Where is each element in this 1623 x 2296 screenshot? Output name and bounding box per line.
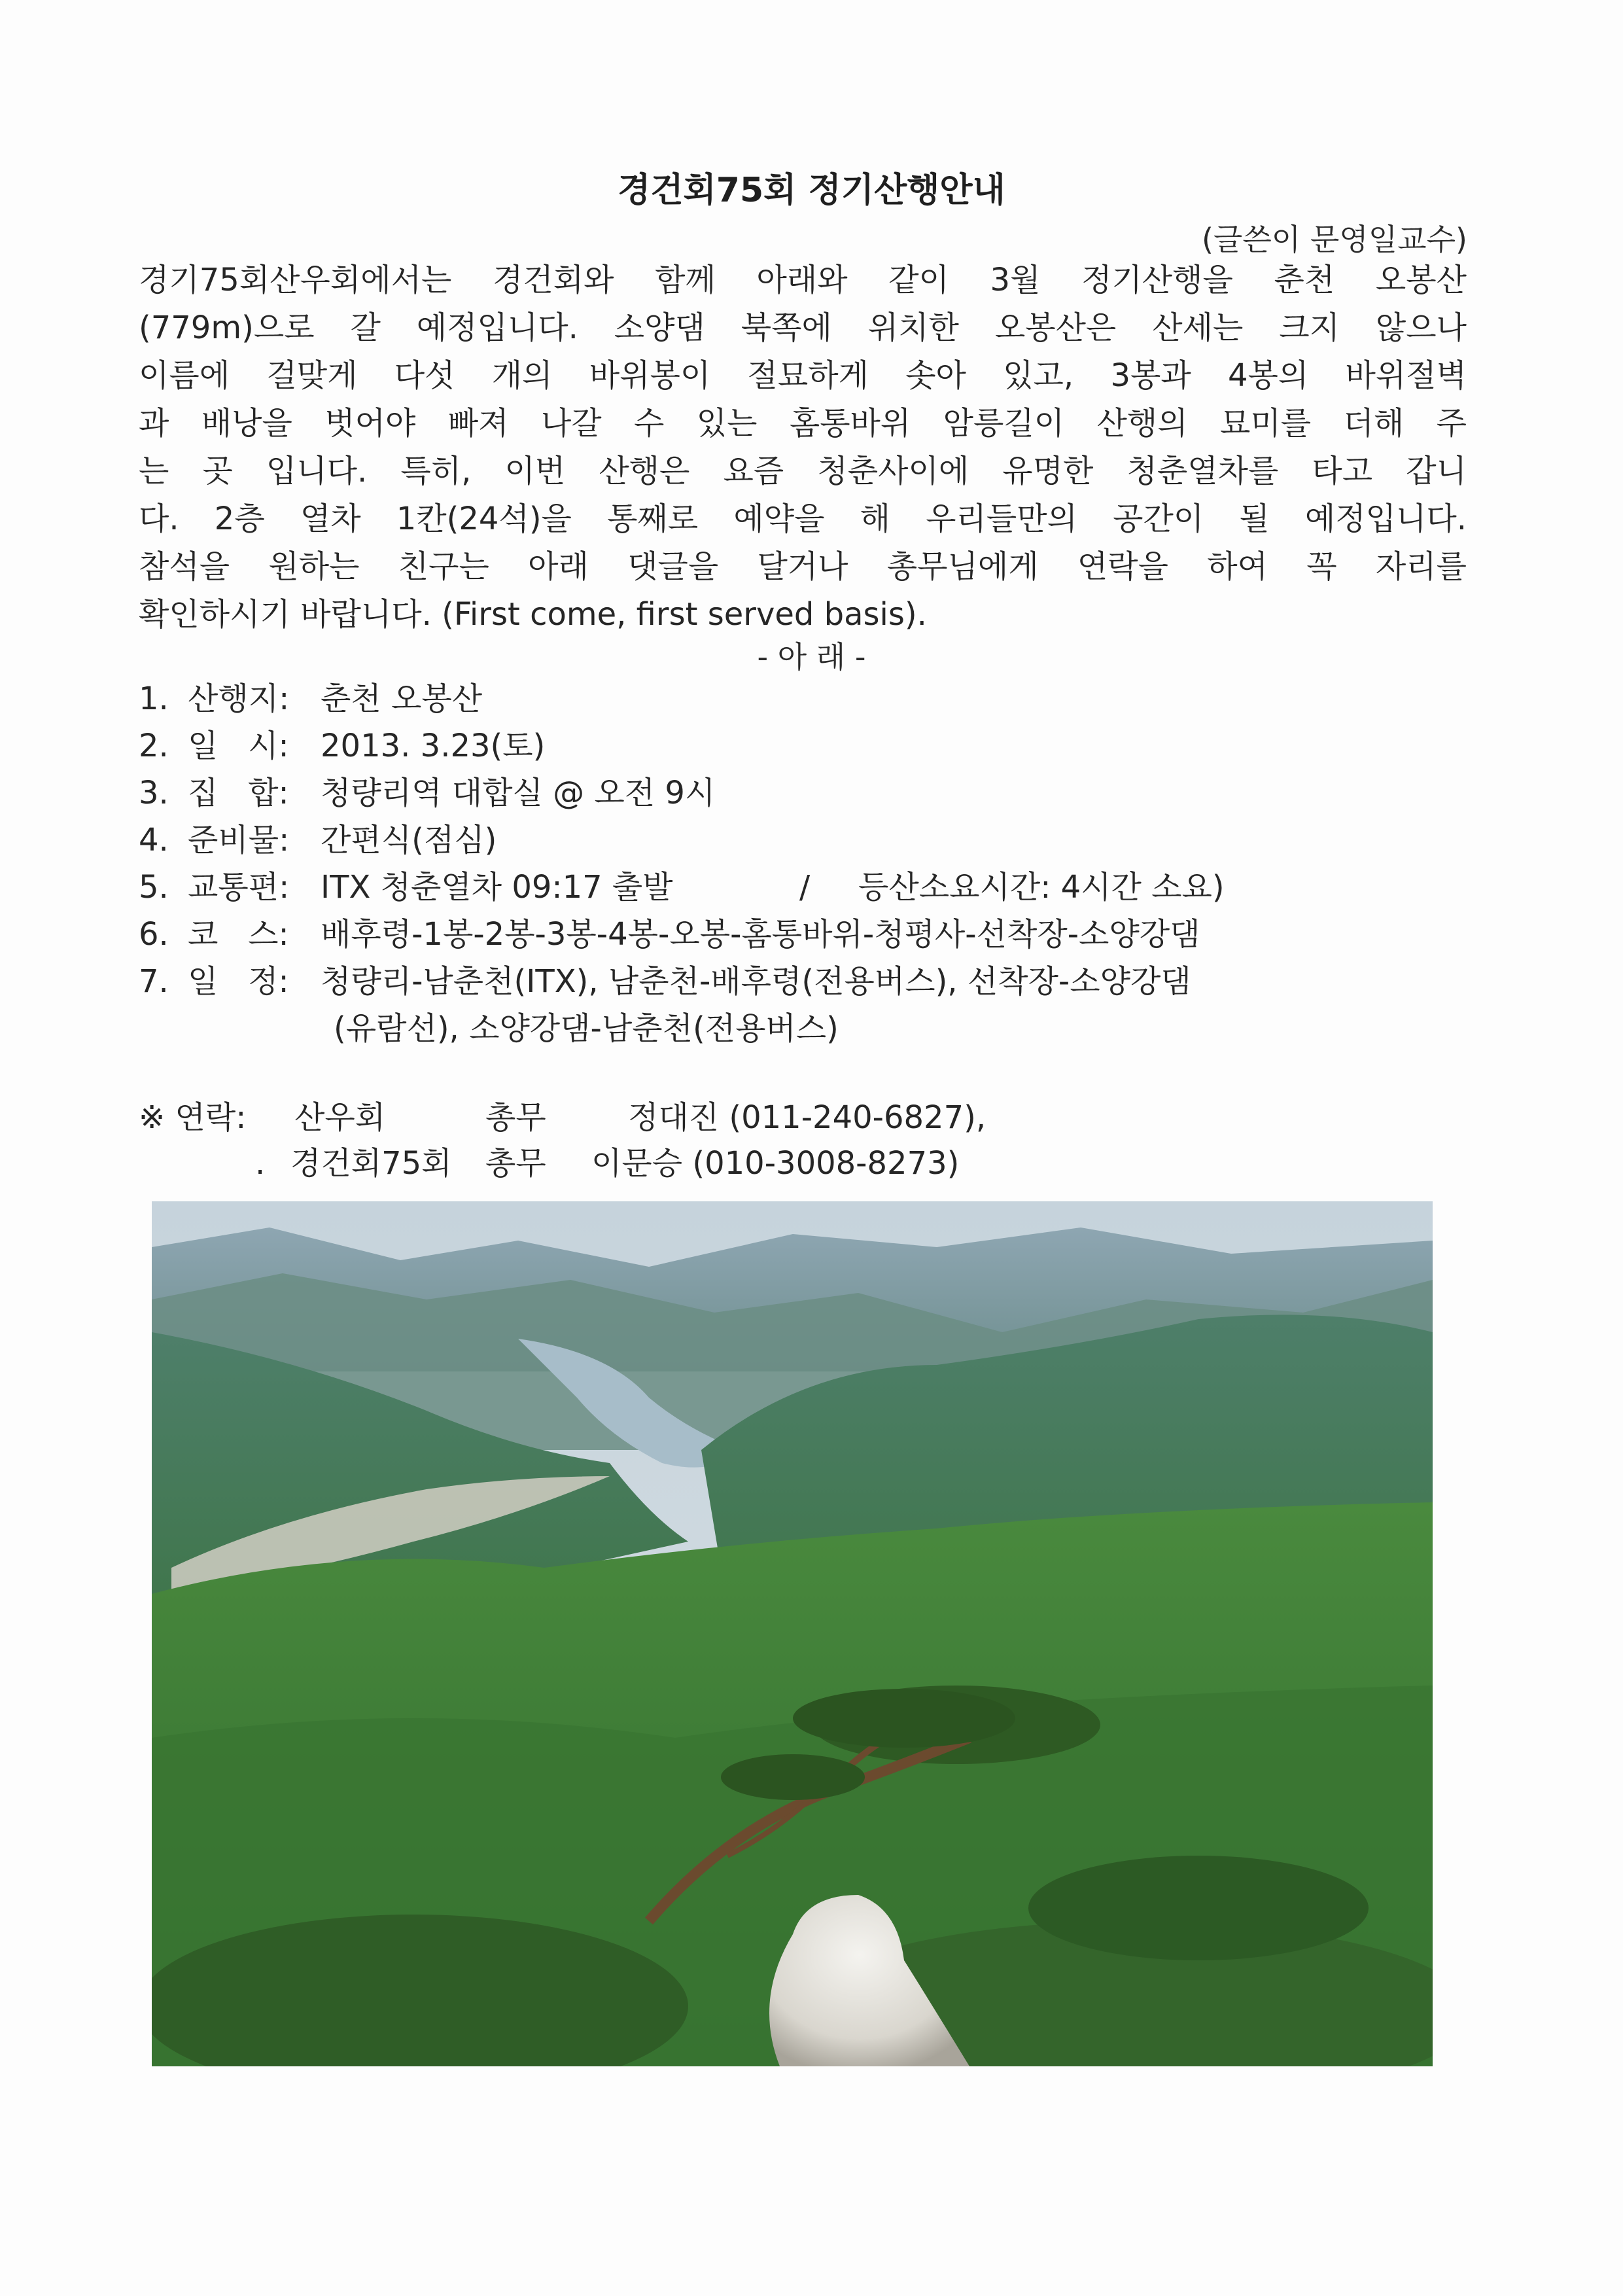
mountain-landscape-image <box>152 1201 1433 2066</box>
item-extra: 등산소요시간: 4시간 소요) <box>858 869 1225 906</box>
author-note: (글쓴이 문영일교수) <box>1201 222 1467 257</box>
intro-line: 확인하시기 바랍니다. (First come, first served basis). <box>139 596 927 633</box>
intro-line: 과 배낭을 벗어야 빠져 나갈 수 있는 홈통바위 암릉길이 산행의 묘미를 더해 주 <box>139 405 1467 442</box>
contact-mark: ※ 연락: <box>139 1099 247 1136</box>
item-label: 일 시: <box>188 728 289 764</box>
intro-line: 이름에 걸맞게 다섯 개의 바위봉이 절묘하게 솟아 있고, 3봉과 4봉의 바위절벽 <box>139 357 1467 394</box>
item-number: 5. <box>139 869 169 906</box>
item-number: 1. <box>139 680 169 717</box>
item-label: 집 합: <box>188 775 289 811</box>
contact-group: 산우회 <box>294 1099 386 1136</box>
contact-person: 정대진 (011-240-6827), <box>628 1099 986 1136</box>
item-label: 준비물: <box>188 822 290 858</box>
item-label: 교통편: <box>188 869 290 906</box>
item-number: 4. <box>139 822 169 858</box>
item-value: 간편식(점심) <box>321 822 497 858</box>
contact-line-2 <box>139 1140 1467 1187</box>
item-value: 청량리역 대합실 @ 오전 9시 <box>321 775 716 811</box>
intro-line: 경기75회산우회에서는 경건회와 함께 아래와 같이 3월 정기산행을 춘천 오봉산 <box>139 262 1467 298</box>
item-value: 청량리-남춘천(ITX), 남춘천-배후령(전용버스), 선착장-소양강댐 <box>321 963 1191 1000</box>
contact-prefix: . <box>255 1145 266 1182</box>
section-heading: - 아 래 - <box>757 639 866 675</box>
item-separator: / <box>799 869 811 906</box>
contact-role: 총무 <box>485 1099 546 1136</box>
item-value: (유람선), 소양강댐-남춘천(전용버스) <box>334 1010 839 1047</box>
contact-person: 이문승 (010-3008-8273) <box>591 1145 960 1182</box>
item-label: 일 정: <box>188 963 289 1000</box>
page-title: 경건회75회 정기산행안내 <box>618 171 1005 210</box>
item-value: 춘천 오봉산 <box>321 680 483 717</box>
item-number: 6. <box>139 916 169 953</box>
item-number: 2. <box>139 728 169 764</box>
contact-role: 총무 <box>485 1145 546 1182</box>
contact-line-1 <box>139 1094 1467 1141</box>
item-value: 2013. 3.23(토) <box>321 728 546 764</box>
item-value: 배후령-1봉-2봉-3봉-4봉-오봉-홈통바위-청평사-선착장-소양강댐 <box>321 916 1200 953</box>
contact-group: 경건회75회 <box>290 1145 452 1182</box>
item-label: 코 스: <box>188 916 289 953</box>
intro-line: (779m)으로 갈 예정입니다. 소양댐 북쪽에 위치한 오봉산은 산세는 크지 않으나 <box>139 309 1467 346</box>
item-value: ITX 청춘열차 09:17 출발 <box>321 869 673 906</box>
item-number: 7. <box>139 963 169 1000</box>
intro-line: 다. 2층 열차 1칸(24석)을 통째로 예약을 해 우리들만의 공간이 될 예정입니다. <box>139 501 1467 537</box>
mountain-photo <box>152 1201 1433 2066</box>
item-label: 산행지: <box>188 680 290 717</box>
item-number: 3. <box>139 775 169 811</box>
intro-paragraph <box>139 256 1467 639</box>
intro-line: 참석을 원하는 친구는 아래 댓글을 달거나 총무님에게 연락을 하여 꼭 자리를 <box>139 548 1467 585</box>
intro-line: 는 곳 입니다. 특히, 이번 산행은 요즘 청춘사이에 유명한 청춘열차를 타고 갑니 <box>139 453 1467 489</box>
